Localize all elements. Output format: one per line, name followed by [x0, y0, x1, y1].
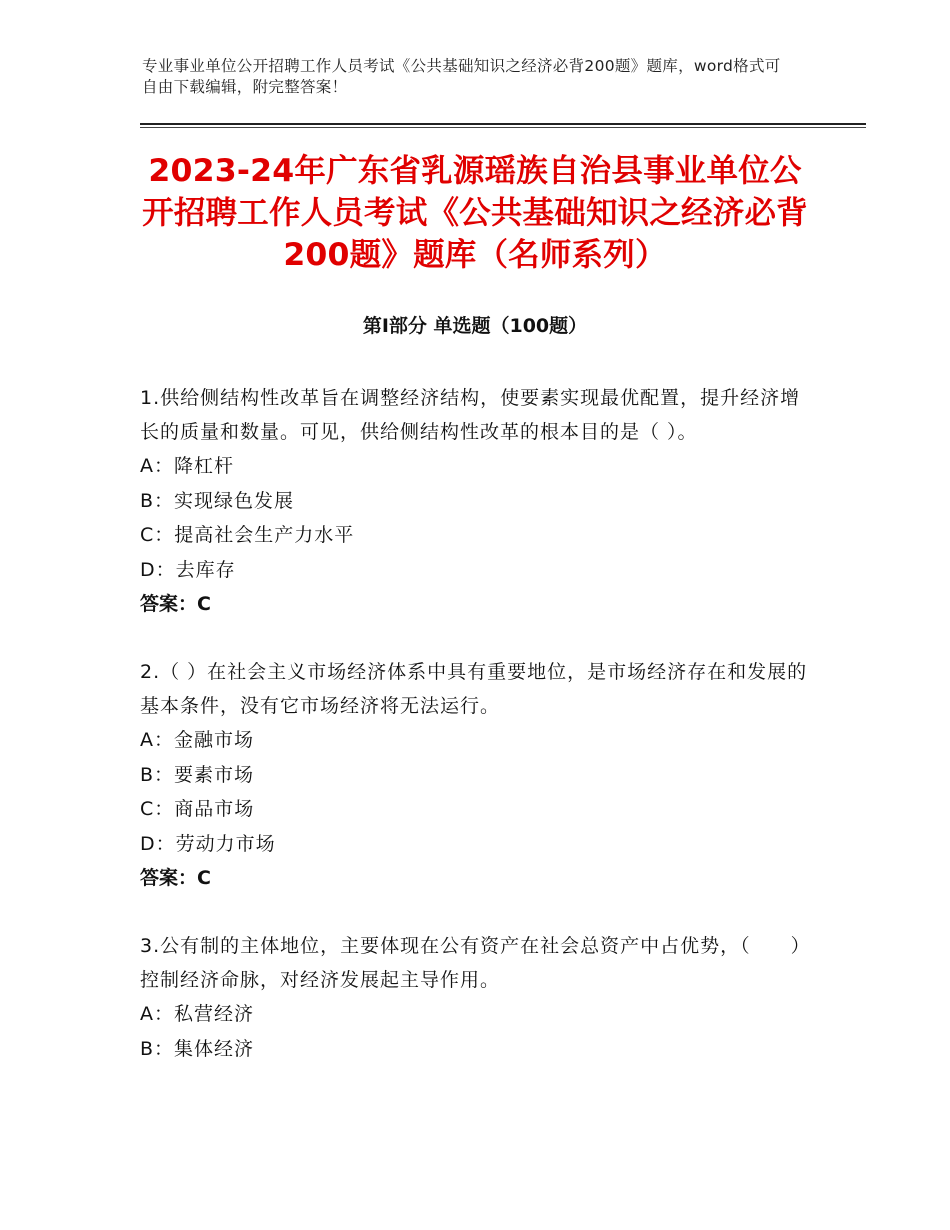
option-d: D：去库存: [140, 558, 236, 581]
header-divider-thin: [140, 127, 866, 128]
question-3: [140, 929, 810, 1066]
question-list: [140, 381, 810, 1100]
option-a: A：降杠杆: [140, 455, 234, 477]
question-stem: 2.（ ）在社会主义市场经济体系中具有重要地位，是市场经济存在和发展的基本条件，没有它市场经济将无法运行。: [140, 661, 808, 717]
answer: 答案：C: [140, 867, 211, 889]
document-title: 2023-24年广东省乳源瑶族自治县事业单位公开招聘工作人员考试《公共基础知识之经济必背200题》题库（名师系列）: [142, 153, 808, 273]
option-b: B：集体经济: [140, 1037, 255, 1060]
header-note: 专业事业单位公开招聘工作人员考试《公共基础知识之经济必背200题》题库，word格式可自由下载编辑，附完整答案！: [142, 57, 781, 96]
option-b: B：要素市场: [140, 763, 255, 786]
option-a: A：私营经济: [140, 1003, 254, 1025]
option-a: A：金融市场: [140, 729, 254, 751]
section-heading: 第Ⅰ部分 单选题（100题）: [362, 315, 588, 337]
question-2: [140, 655, 810, 895]
option-c: C：商品市场: [140, 798, 255, 820]
question-stem: 3.公有制的主体地位，主要体现在公有资产在社会总资产中占优势，（ ）控制经济命脉，对经济发展起主导作用。: [140, 935, 802, 991]
question-1: [140, 381, 810, 621]
option-c: C：提高社会生产力水平: [140, 524, 355, 546]
option-d: D：劳动力市场: [140, 832, 276, 855]
option-b: B：实现绿色发展: [140, 489, 295, 512]
answer: 答案：C: [140, 593, 211, 615]
header-divider-thick: [140, 123, 866, 125]
question-stem: 1.供给侧结构性改革旨在调整经济结构，使要素实现最优配置，提升经济增长的质量和数量。可见，供给侧结构性改革的根本目的是（ ）。: [140, 387, 801, 443]
